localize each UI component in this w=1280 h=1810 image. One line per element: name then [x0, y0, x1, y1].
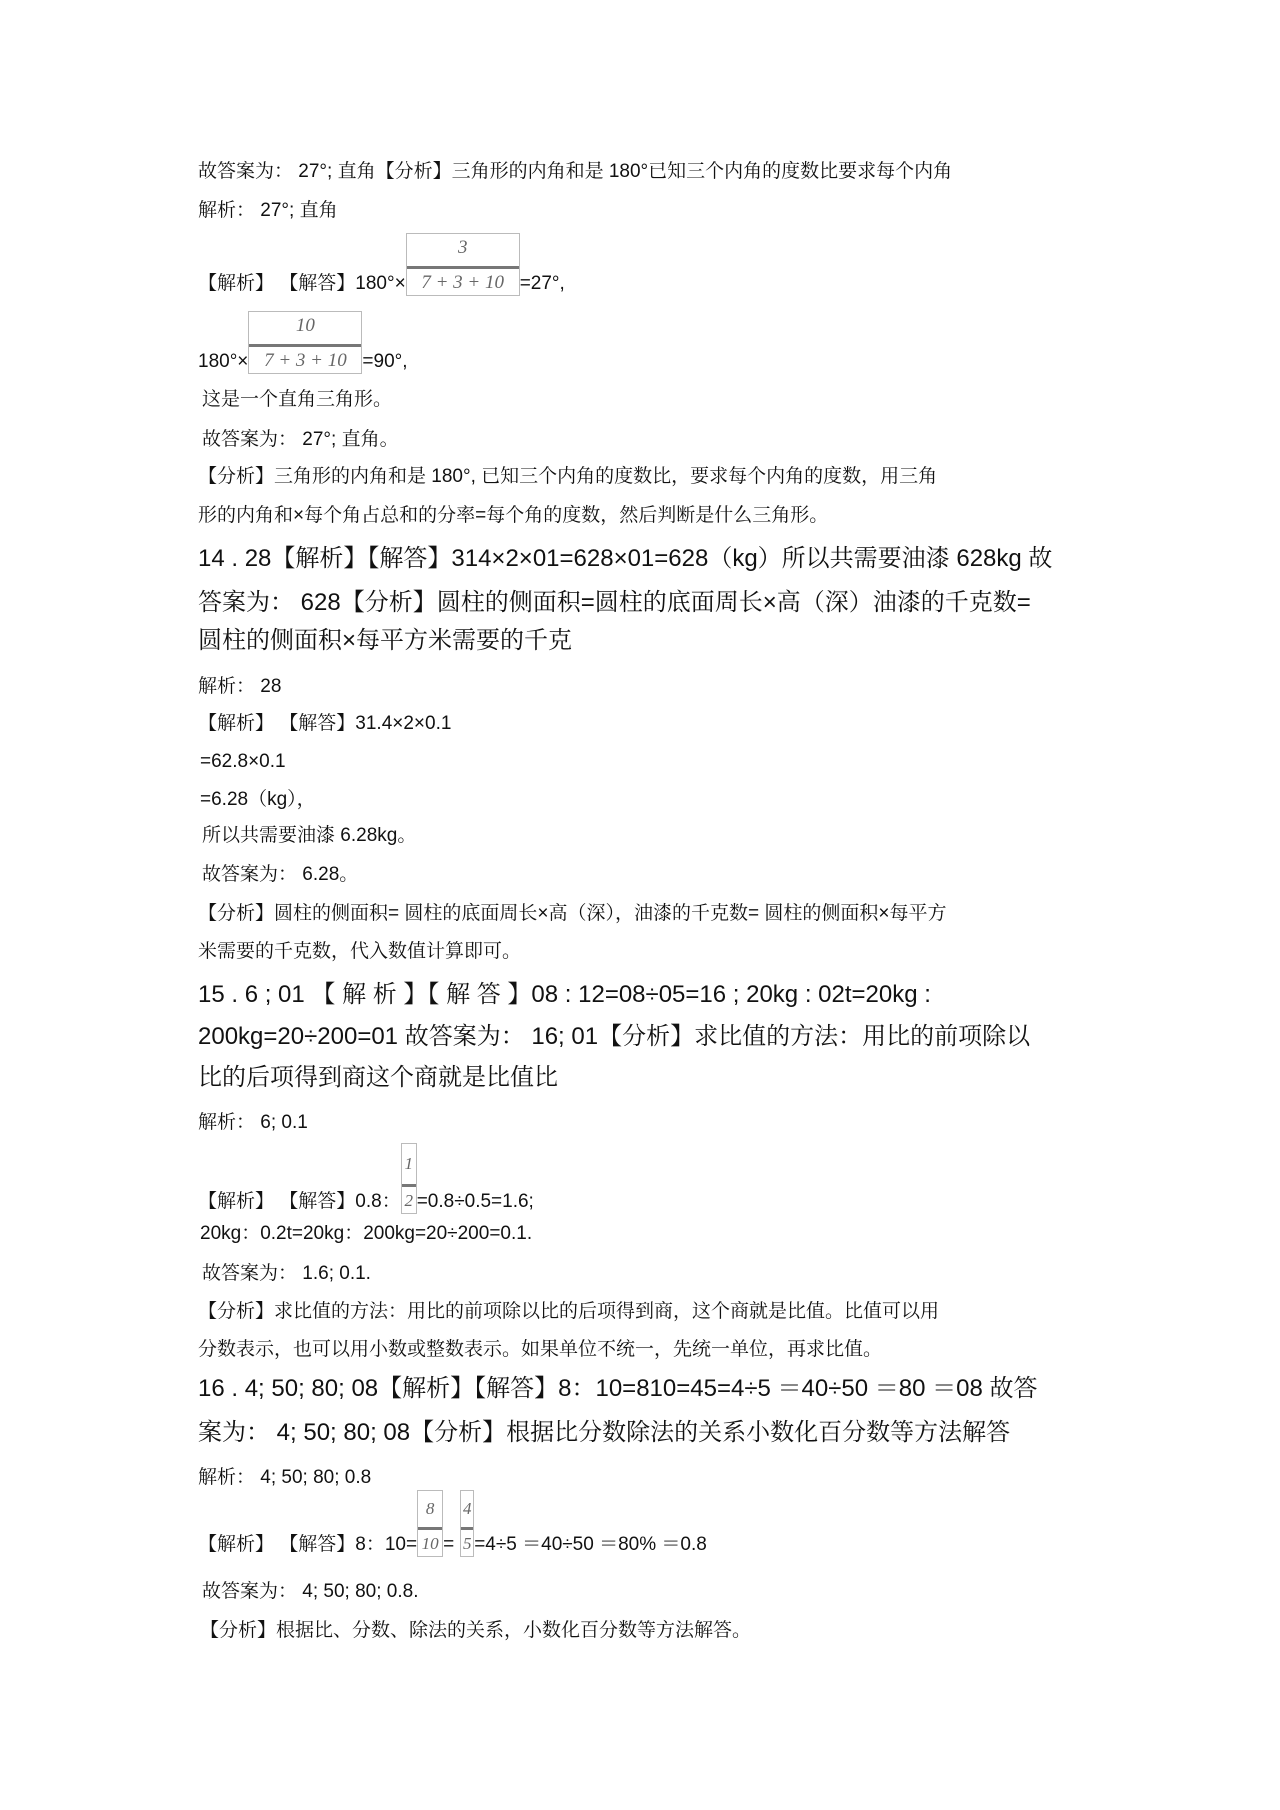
formula-line — [198, 233, 565, 296]
text-segment: 180°× — [198, 351, 249, 372]
text-line: 圆柱的侧面积×每平方米需要的千克 — [198, 627, 573, 654]
text-line: 解析： 27°; 直角 — [198, 200, 338, 221]
fraction-image — [460, 1490, 474, 1557]
fraction-numerator: 3 — [407, 234, 519, 269]
text-segment: =4÷5 ＝40÷50 ＝80% ＝0.8 — [474, 1534, 707, 1555]
text-line: 【分析】三角形的内角和是 180°, 已知三个内角的度数比，要求每个内角的度数，用三角 — [198, 466, 938, 487]
fraction-numerator: 10 — [249, 312, 361, 347]
text-line: 故答案为： 27°; 直角。 — [202, 429, 399, 450]
text-line: 所以共需要油漆 6.28kg。 — [202, 825, 417, 846]
fraction-denominator: 7 + 3 + 10 — [264, 350, 347, 371]
text-line: 【解析】 【解答】31.4×2×0.1 — [198, 713, 452, 734]
text-line: 故答案为： 1.6; 0.1. — [202, 1263, 371, 1284]
fraction-numerator: 8 — [418, 1491, 442, 1530]
text-line: 案为： 4; 50; 80; 08【分析】根据比分数除法的关系小数化百分数等方法解答 — [198, 1419, 1011, 1446]
formula-line — [198, 1143, 534, 1214]
text-segment: = — [443, 1534, 455, 1555]
fraction-denominator: 10 — [421, 1534, 439, 1553]
fraction-image — [406, 233, 520, 296]
fraction-image — [401, 1143, 417, 1214]
text-line: 这是一个直角三角形。 — [202, 389, 393, 410]
text-segment: =27°, — [519, 273, 565, 294]
text-segment: =90°, — [362, 351, 408, 372]
text-line: 解析： 6; 0.1 — [198, 1112, 308, 1133]
text-line: 15 . 6 ; 01 【 解 析 】【 解 答 】08 : 12=08÷05=16 ; 20kg : 02t=20kg : — [198, 981, 931, 1008]
fraction-numerator: 1 — [402, 1144, 416, 1187]
text-line: 分数表示，也可以用小数或整数表示。如果单位不统一，先统一单位，再求比值。 — [198, 1339, 883, 1360]
text-line: 故答案为： 6.28。 — [202, 864, 359, 885]
text-line: 14 . 28【解析】【解答】314×2×01=628×01=628（kg）所以共需要油漆 628kg 故 — [198, 545, 1053, 572]
text-line: 【分析】求比值的方法：用比的前项除以比的后项得到商，这个商就是比值。比值可以用 — [198, 1301, 940, 1322]
text-segment: 【解析】 【解答】0.8： — [198, 1191, 401, 1212]
fraction-denominator: 5 — [462, 1534, 472, 1553]
text-segment: 【解析】 【解答】180°× — [198, 273, 406, 294]
fraction-numerator: 4 — [461, 1491, 473, 1530]
fraction-image — [417, 1490, 443, 1557]
formula-line — [198, 1490, 707, 1557]
text-line: 答案为： 628【分析】圆柱的侧面积=圆柱的底面周长×高（深）油漆的千克数= — [198, 589, 1031, 616]
text-line: 20kg：0.2t=20kg：200kg=20÷200=0.1. — [200, 1223, 533, 1244]
text-line: =6.28（kg）， — [200, 789, 316, 810]
text-line: =62.8×0.1 — [200, 751, 286, 772]
text-line: 解析： 4; 50; 80; 0.8 — [198, 1467, 372, 1488]
text-line: 解析： 28 — [198, 676, 282, 697]
text-line: 米需要的千克数，代入数值计算即可。 — [198, 941, 522, 962]
text-line: 200kg=20÷200=01 故答案为： 16; 01【分析】求比值的方法：用比的前项除以 — [198, 1023, 1031, 1050]
text-line: 【分析】圆柱的侧面积= 圆柱的底面周长×高（深），油漆的千克数= 圆柱的侧面积×每平方 — [198, 903, 947, 924]
text-line: 故答案为： 4; 50; 80; 0.8. — [202, 1581, 419, 1602]
fraction-denominator: 7 + 3 + 10 — [421, 272, 505, 293]
text-segment: 【解析】 【解答】8：10= — [198, 1534, 418, 1555]
fraction-image — [248, 311, 362, 374]
text-line: 形的内角和×每个角占总和的分率=每个角的度数，然后判断是什么三角形。 — [198, 505, 829, 526]
text-line: 【分析】根据比、分数、除法的关系，小数化百分数等方法解答。 — [200, 1620, 752, 1641]
text-line: 16 . 4; 50; 80; 08【解析】【解答】8：10=810=45=4÷5 ＝40÷50 ＝80 ＝08 故答 — [198, 1375, 1038, 1402]
text-line: 比的后项得到商这个商就是比值比 — [198, 1064, 558, 1091]
formula-line — [198, 311, 408, 374]
text-line: 故答案为： 27°; 直角【分析】三角形的内角和是 180°已知三个内角的度数比要求每个内角 — [198, 161, 953, 182]
fraction-denominator: 2 — [404, 1191, 413, 1210]
text-segment: =0.8÷0.5=1.6; — [416, 1191, 534, 1212]
